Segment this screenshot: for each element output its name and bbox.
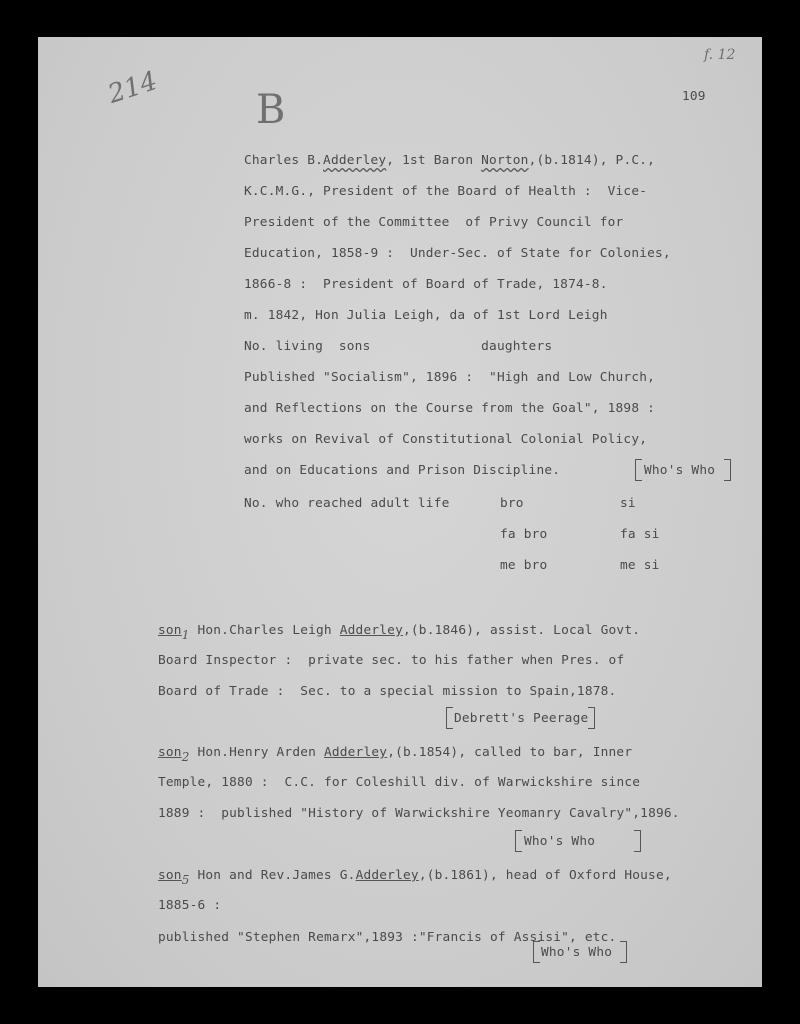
son2-bracket-right bbox=[634, 830, 641, 852]
son1-bracket-right bbox=[588, 707, 595, 729]
son1-line-2: Board Inspector : private sec. to his father when Pres. of bbox=[158, 653, 625, 668]
son2-source: Who's Who bbox=[524, 834, 596, 849]
sibling-bro: bro bbox=[500, 496, 524, 511]
son1-line-3: Board of Trade : Sec. to a special mission to Spain,1878. bbox=[158, 684, 617, 699]
sibling-fa-si: fa si bbox=[620, 527, 660, 542]
son1-bracket-left bbox=[446, 707, 453, 729]
main-entry-line-10: works on Revival of Constitutional Colonial Policy, bbox=[244, 432, 648, 447]
main-entry-source: Who's Who bbox=[644, 463, 716, 478]
son3-bracket-left bbox=[533, 941, 540, 963]
son2-line-1: son2 Hon.Henry Arden Adderley,(b.1854), called to bar, Inner bbox=[158, 745, 633, 764]
main-entry-line-1: Charles B.Adderley, 1st Baron Norton,(b.1814), P.C., bbox=[244, 153, 656, 168]
son3-source: Who's Who bbox=[541, 945, 613, 960]
main-entry-line-5: 1866-8 : President of Board of Trade, 1874-8. bbox=[244, 277, 608, 292]
pencil-letter: B bbox=[256, 87, 286, 133]
pencil-number: 214 bbox=[104, 66, 162, 110]
son2-line-2: Temple, 1880 : C.C. for Coleshill div. of Warwickshire since bbox=[158, 775, 641, 790]
main-entry-line-12: No. who reached adult life bbox=[244, 496, 450, 511]
son2-bracket-left bbox=[515, 830, 522, 852]
main-entry-line-4: Education, 1858-9 : Under-Sec. of State for Colonies, bbox=[244, 246, 671, 261]
document-page bbox=[38, 37, 762, 987]
source-bracket-left bbox=[635, 459, 642, 481]
son3-line-1: son5 Hon and Rev.James G.Adderley,(b.1861), head of Oxford House, bbox=[158, 868, 672, 887]
sibling-me-bro: me bro bbox=[500, 558, 548, 573]
sibling-si: si bbox=[620, 496, 636, 511]
son2-line-3: 1889 : published "History of Warwickshire Yeomanry Cavalry",1896. bbox=[158, 806, 680, 821]
main-entry-line-3: President of the Committee of Privy Council for bbox=[244, 215, 624, 230]
son1-line-1: son1 Hon.Charles Leigh Adderley,(b.1846), assist. Local Govt. bbox=[158, 623, 641, 642]
source-bracket-right bbox=[724, 459, 731, 481]
main-entry-line-8: Published "Socialism", 1896 : "High and Low Church, bbox=[244, 370, 656, 385]
son3-line-2: 1885-6 : bbox=[158, 898, 222, 913]
main-entry-line-6: m. 1842, Hon Julia Leigh, da of 1st Lord Leigh bbox=[244, 308, 608, 323]
son3-line-3: published "Stephen Remarx",1893 :"Francis of Assisi", etc. bbox=[158, 930, 617, 945]
main-entry-line-7: No. living sons daughters bbox=[244, 339, 553, 354]
main-entry-line-9: and Reflections on the Course from the Goal", 1898 : bbox=[244, 401, 656, 416]
sibling-me-si: me si bbox=[620, 558, 660, 573]
folio-mark: f. 12 bbox=[704, 47, 736, 63]
son1-source: Debrett's Peerage bbox=[454, 711, 589, 726]
main-entry-line-11: and on Educations and Prison Discipline. bbox=[244, 463, 561, 478]
son3-bracket-right bbox=[620, 941, 627, 963]
page-number: 109 bbox=[682, 89, 706, 104]
main-entry-line-2: K.C.M.G., President of the Board of Health : Vice- bbox=[244, 184, 648, 199]
sibling-fa-bro: fa bro bbox=[500, 527, 548, 542]
